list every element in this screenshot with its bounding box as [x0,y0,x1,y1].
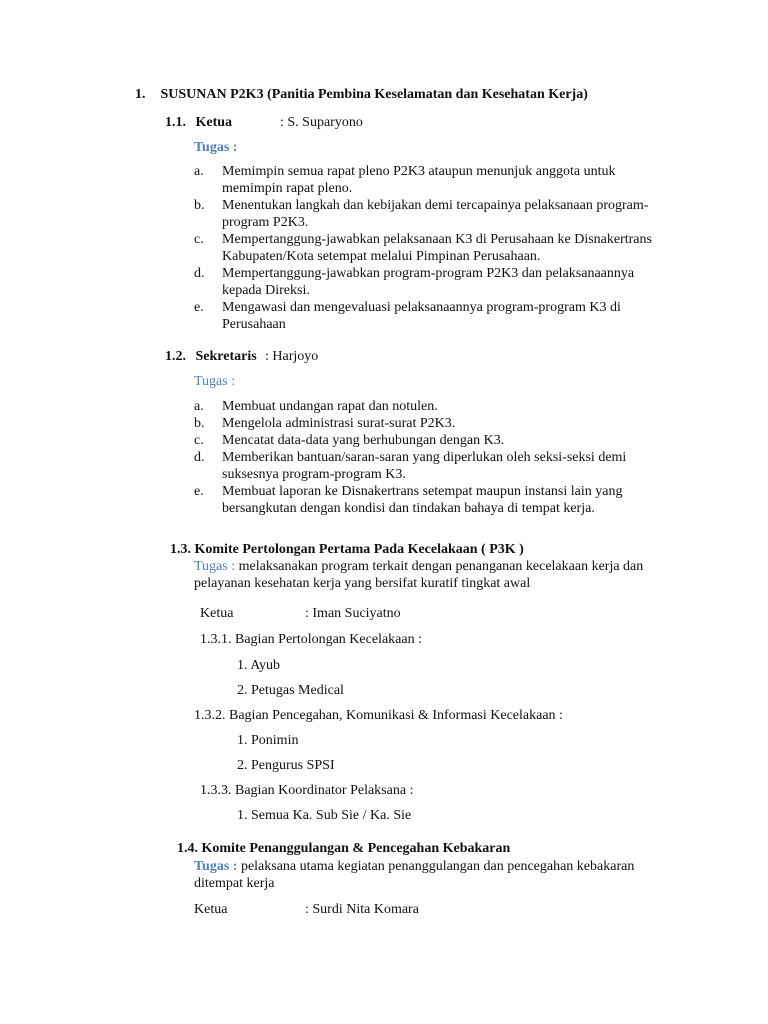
subsection-number: 1.2. [165,349,186,364]
member-item: 1. Ponimin [237,733,299,748]
subpart-title: 1.3.2. Bagian Pencegahan, Komunikasi & Informasi Kecelakaan : [194,708,563,723]
member-item: 1. Semua Ka. Sub Sie / Ka. Sie [237,808,412,823]
subpart-title: 1.3.1. Bagian Pertolongan Kecelakaan : [200,632,422,647]
list-item: b. Menentukan langkah dan kebijakan demi tercapainya pelaksanaan program-program P2K3. [194,198,649,230]
tugas-label: Tugas : [194,140,238,155]
subpart-title: 1.3.3. Bagian Koordinator Pelaksana : [200,783,414,798]
p3k-title: 1.3. Komite Pertolongan Pertama Pada Kecelakaan ( P3K ) [170,542,524,557]
sekretaris-task-list [194,398,664,517]
p3k-description: Tugas : melaksanakan program terkait dengan penanganan kecelakaan kerja dan pelayanan kesehatan kerja yang bersifat kuratif tingkat awal [194,559,644,591]
list-item: d. Memberikan bantuan/saran-saran yang diperlukan oleh seksi-seksi demi suksesnya program-program K3. [194,450,627,482]
section-number: 1. [135,87,146,102]
p3k-ketua-label: Ketua [200,606,234,621]
member-item: 2. Petugas Medical [237,683,344,698]
kebakaran-description: Tugas : pelaksana utama kegiatan penanggulangan dan pencegahan kebakaran ditempat kerja [194,859,635,891]
kebakaran-title: 1.4. Komite Penanggulangan & Pencegahan Kebakaran [177,841,511,856]
sekretaris-name: : Harjoyo [265,349,319,364]
kebakaran-ketua-name: : Surdi Nita Komara [305,902,419,917]
tugas-label: Tugas : [194,859,238,874]
list-item: c. Mencatat data-data yang berhubungan dengan K3. [194,433,505,448]
p3k-ketua-name: : Iman Suciyatno [305,606,401,621]
kebakaran-ketua-label: Ketua [194,902,228,917]
subsection-number: 1.1. [165,115,186,130]
tugas-label: Tugas : [194,374,236,389]
ketua-task-list [194,163,664,333]
role-label: Sekretaris [195,349,257,364]
list-item: b. Mengelola administrasi surat-surat P2K3. [194,416,456,431]
section-heading [135,86,588,103]
list-item: e. Membuat laporan ke Disnakertrans setempat maupun instansi lain yang bersangkutan dengan kondisi dan tindakan bahaya di tempat kerja. [194,484,623,516]
ketua-name: : S. Suparyono [280,115,363,130]
list-item: c. Mempertanggung-jawabkan pelaksanaan K3 di Perusahaan ke Disnakertrans Kabupaten/Kota setempat melalui Pimpinan Perusahaan. [194,232,652,264]
tugas-label: Tugas : [194,559,236,574]
list-item: a. Membuat undangan rapat dan notulen. [194,399,438,414]
sekretaris-row [165,348,257,365]
ketua-row [165,114,232,131]
list-item: e. Mengawasi dan mengevaluasi pelaksanaannya program-program K3 di Perusahaan [194,300,621,332]
section-title: SUSUNAN P2K3 (Panitia Pembina Keselamatan dan Kesehatan Kerja) [160,87,588,102]
list-item: d. Mempertanggung-jawabkan program-program P2K3 dan pelaksanaannya kepada Direksi. [194,266,635,298]
member-item: 1. Ayub [237,658,281,673]
member-item: 2. Pengurus SPSI [237,758,335,773]
role-label: Ketua [195,115,233,130]
list-item: a. Memimpin semua rapat pleno P2K3 ataupun menunjuk anggota untuk memimpin rapat pleno. [194,164,616,196]
